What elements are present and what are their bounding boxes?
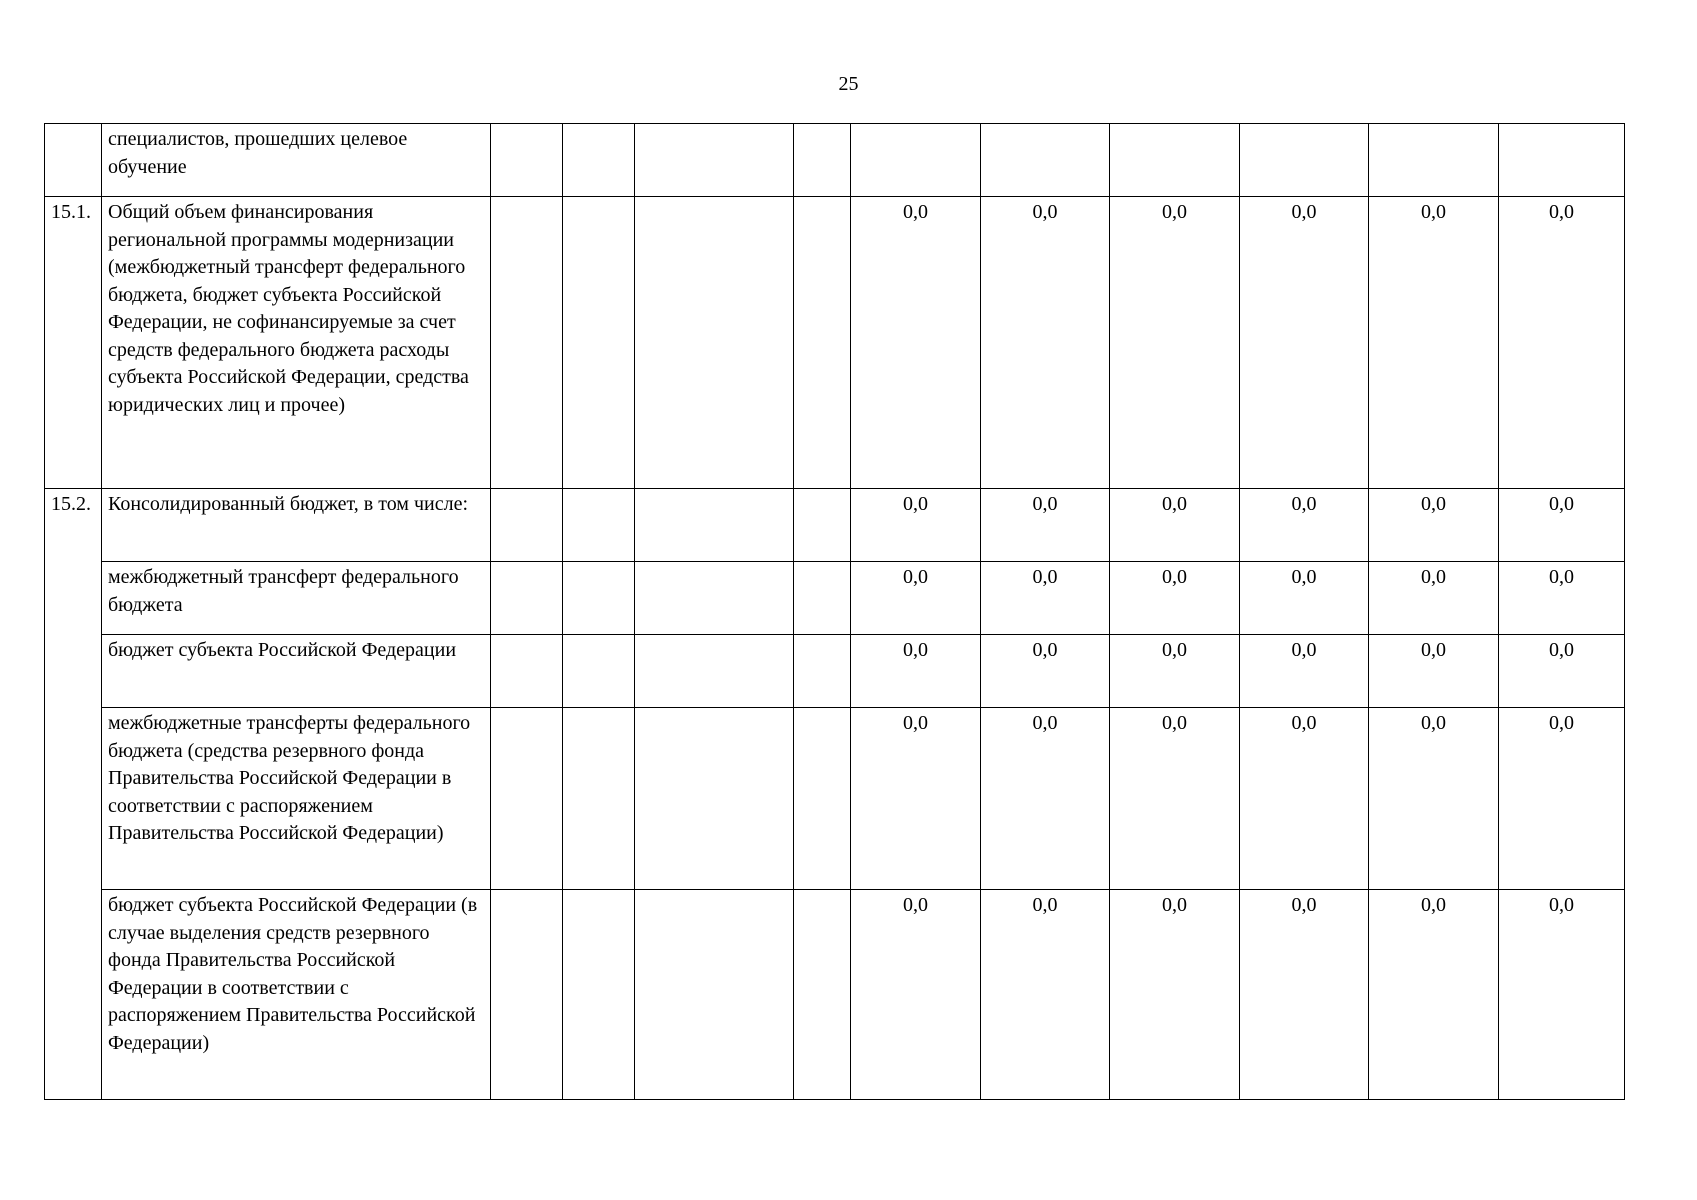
value-cell: 0,0 [1240, 890, 1369, 1100]
table-row [45, 124, 1625, 197]
empty-cell [635, 489, 794, 562]
value-cell [1369, 124, 1499, 197]
table-row [45, 708, 1625, 890]
value-cell: 0,0 [1499, 708, 1625, 890]
empty-cell [635, 890, 794, 1100]
value-cell: 0,0 [1499, 489, 1625, 562]
empty-cell [794, 635, 851, 708]
row-label-cell: Общий объем финансирования региональной программы модернизации (межбюджетный трансферт федерального бюджета, бюджет субъекта Российской Федерации, не софинансируемые за счет средств федерального бюджета расходы субъекта Российской Федерации, средства юридических лиц и прочее) [102, 197, 491, 489]
empty-cell [635, 124, 794, 197]
value-cell: 0,0 [1369, 489, 1499, 562]
empty-cell [794, 890, 851, 1100]
value-cell: 0,0 [1499, 562, 1625, 635]
value-cell: 0,0 [1369, 890, 1499, 1100]
row-number-cell [45, 124, 102, 197]
value-cell [1110, 124, 1240, 197]
value-cell: 0,0 [1369, 708, 1499, 890]
value-cell: 0,0 [1110, 890, 1240, 1100]
empty-cell [491, 562, 563, 635]
value-cell: 0,0 [1240, 197, 1369, 489]
value-cell: 0,0 [851, 489, 981, 562]
empty-cell [563, 197, 635, 489]
empty-cell [491, 890, 563, 1100]
empty-cell [491, 489, 563, 562]
empty-cell [563, 890, 635, 1100]
empty-cell [563, 489, 635, 562]
value-cell: 0,0 [981, 890, 1110, 1100]
value-cell: 0,0 [1369, 635, 1499, 708]
row-label-cell: Консолидированный бюджет, в том числе: [102, 489, 491, 562]
value-cell: 0,0 [1110, 635, 1240, 708]
empty-cell [635, 562, 794, 635]
value-cell: 0,0 [851, 197, 981, 489]
value-cell: 0,0 [1240, 562, 1369, 635]
value-cell: 0,0 [1110, 562, 1240, 635]
empty-cell [794, 197, 851, 489]
value-cell: 0,0 [851, 890, 981, 1100]
value-cell [981, 124, 1110, 197]
table-row [45, 197, 1625, 489]
row-number-cell: 15.2. [45, 489, 102, 1100]
value-cell: 0,0 [1499, 635, 1625, 708]
value-cell: 0,0 [981, 197, 1110, 489]
table-row [45, 562, 1625, 635]
value-cell: 0,0 [981, 708, 1110, 890]
empty-cell [563, 562, 635, 635]
empty-cell [635, 197, 794, 489]
financing-table [44, 123, 1625, 1100]
value-cell: 0,0 [851, 562, 981, 635]
value-cell: 0,0 [981, 489, 1110, 562]
value-cell: 0,0 [851, 708, 981, 890]
empty-cell [563, 124, 635, 197]
value-cell: 0,0 [1499, 197, 1625, 489]
value-cell: 0,0 [1369, 197, 1499, 489]
empty-cell [563, 635, 635, 708]
value-cell: 0,0 [1499, 890, 1625, 1100]
empty-cell [794, 708, 851, 890]
empty-cell [491, 708, 563, 890]
value-cell [851, 124, 981, 197]
empty-cell [635, 708, 794, 890]
empty-cell [794, 562, 851, 635]
value-cell: 0,0 [981, 635, 1110, 708]
row-label-cell: межбюджетный трансферт федерального бюджета [102, 562, 491, 635]
table-row [45, 489, 1625, 562]
value-cell: 0,0 [1240, 635, 1369, 708]
value-cell: 0,0 [1110, 489, 1240, 562]
empty-cell [794, 124, 851, 197]
empty-cell [491, 124, 563, 197]
row-label-cell: бюджет субъекта Российской Федерации (в случае выделения средств резервного фонда Правительства Российской Федерации в соответствии с распоряжением Правительства Российской Федерации) [102, 890, 491, 1100]
value-cell: 0,0 [1369, 562, 1499, 635]
empty-cell [491, 635, 563, 708]
value-cell: 0,0 [1110, 708, 1240, 890]
value-cell: 0,0 [1240, 489, 1369, 562]
row-number-cell: 15.1. [45, 197, 102, 489]
page-number: 25 [838, 73, 859, 95]
value-cell: 0,0 [1240, 708, 1369, 890]
row-label-cell: специалистов, прошедших целевое обучение [102, 124, 491, 197]
table-row [45, 635, 1625, 708]
value-cell [1240, 124, 1369, 197]
value-cell: 0,0 [851, 635, 981, 708]
empty-cell [635, 635, 794, 708]
empty-cell [794, 489, 851, 562]
row-label-cell: бюджет субъекта Российской Федерации [102, 635, 491, 708]
value-cell: 0,0 [981, 562, 1110, 635]
row-label-cell: межбюджетные трансферты федерального бюджета (средства резервного фонда Правительства Российской Федерации в соответствии с распоряжением Правительства Российской Федерации) [102, 708, 491, 890]
empty-cell [491, 197, 563, 489]
value-cell [1499, 124, 1625, 197]
table-row [45, 890, 1625, 1100]
empty-cell [563, 708, 635, 890]
value-cell: 0,0 [1110, 197, 1240, 489]
